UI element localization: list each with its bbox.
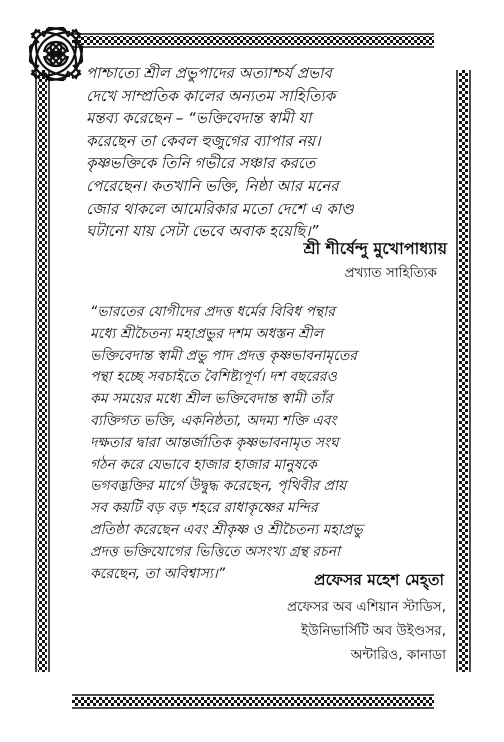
quote-mahesh-mehta (90, 302, 460, 585)
quote-line: ব্যক্তিগত ভক্তি, একনিষ্ঠতা, অদম্য শক্তি এবং (90, 412, 337, 429)
quote-line: প্রদত্ত ভক্তিযোগের ভিত্তিতে অসংখ্য গ্রন্থ রচনা (90, 543, 341, 560)
quote-line: ঘটানো যায় সেটা ভেবে অবাক হয়েছি।” (86, 222, 319, 241)
ornamental-corner-icon (24, 22, 88, 86)
author-name: শ্রী শীর্ষেন্দু মুখোপাধ্যায় (303, 239, 447, 258)
quote-line: দেখে সাম্প্রতিক কালের অন্যতম সাহিত্যিক (86, 86, 336, 105)
author-title: প্রখ্যাত সাহিত্যিক (344, 265, 437, 281)
quote-line: করেছেন তা কেবল হুজুগের ব্যাপার নয়। (86, 131, 321, 150)
author-title: প্রফেসর অব এশিয়ান স্টাডিস, (286, 599, 446, 615)
quote-line: দক্ষতার দ্বারা আন্তর্জাতিক কৃষ্ণভাবনামৃত সংঘ (90, 434, 339, 451)
quote-line: পন্থা হচ্ছে সবচাইতে বৈশিষ্ট্যপূর্ণ। দশ বছরেরও (90, 369, 337, 386)
quote-shirshendu (86, 62, 456, 243)
quote-line: পেরেছেন। কতখানি ভক্তি, নিষ্ঠা আর মনের (86, 176, 339, 195)
quote-line: পাশ্চাত্যে শ্রীল প্রভুপাদের অত্যাশ্চর্য প্রভাব (86, 64, 332, 82)
quote-line: “ভারতের যোগীদের প্রদত্ত ধর্মের বিবিধ পন্থার (90, 304, 335, 320)
quote-line: মন্তব্য করেছেন – “ভক্তিবেদান্ত স্বামী যা (86, 109, 312, 128)
author-location: অন্টারিও, কানাডা (350, 647, 446, 663)
quote-line: করেছেন, তা অবিশ্বাস্য।” (90, 565, 226, 582)
author-affiliation: ইউনিভার্সিটি অব উইণ্ডসর, (301, 623, 446, 639)
quote-line: গঠন করে যেভাবে হাজার হাজার মানুষকে (90, 456, 317, 473)
quote-line: ভগবদ্ভক্তির মার্গে উদ্বুদ্ধ করেছেন, পৃথিবীর প্রায় (90, 478, 347, 495)
quote-line: সব কয়টি বড় বড় শহরে রাধাকৃষ্ণের মন্দির (90, 500, 318, 517)
quote-line: প্রতিষ্ঠা করেছেন এবং শ্রীকৃষ্ণ ও শ্রীচৈতন্য মহাপ্রভু (90, 521, 363, 538)
quote-line: ভক্তিবেদান্ত স্বামী প্রভু পাদ প্রদত্ত কৃষ্ণভাবনামৃতের (90, 347, 358, 364)
author-name: প্রফেসর মহেশ মেহ্‌তা (314, 571, 444, 589)
quote-line: মধ্যে শ্রীচৈতন্য মহাপ্রভুর দশম অধস্তন শ্রীল (90, 325, 324, 342)
quote-line: জোর থাকলে আমেরিকার মতো দেশে এ কাণ্ড (86, 199, 354, 218)
quote-line: কৃষ্ণভক্তিকে তিনি গভীরে সঞ্চার করতে (86, 154, 316, 173)
quote-line: কম সময়ের মধ্যে শ্রীল ভক্তিবেদান্ত স্বামী তাঁর (90, 391, 333, 408)
